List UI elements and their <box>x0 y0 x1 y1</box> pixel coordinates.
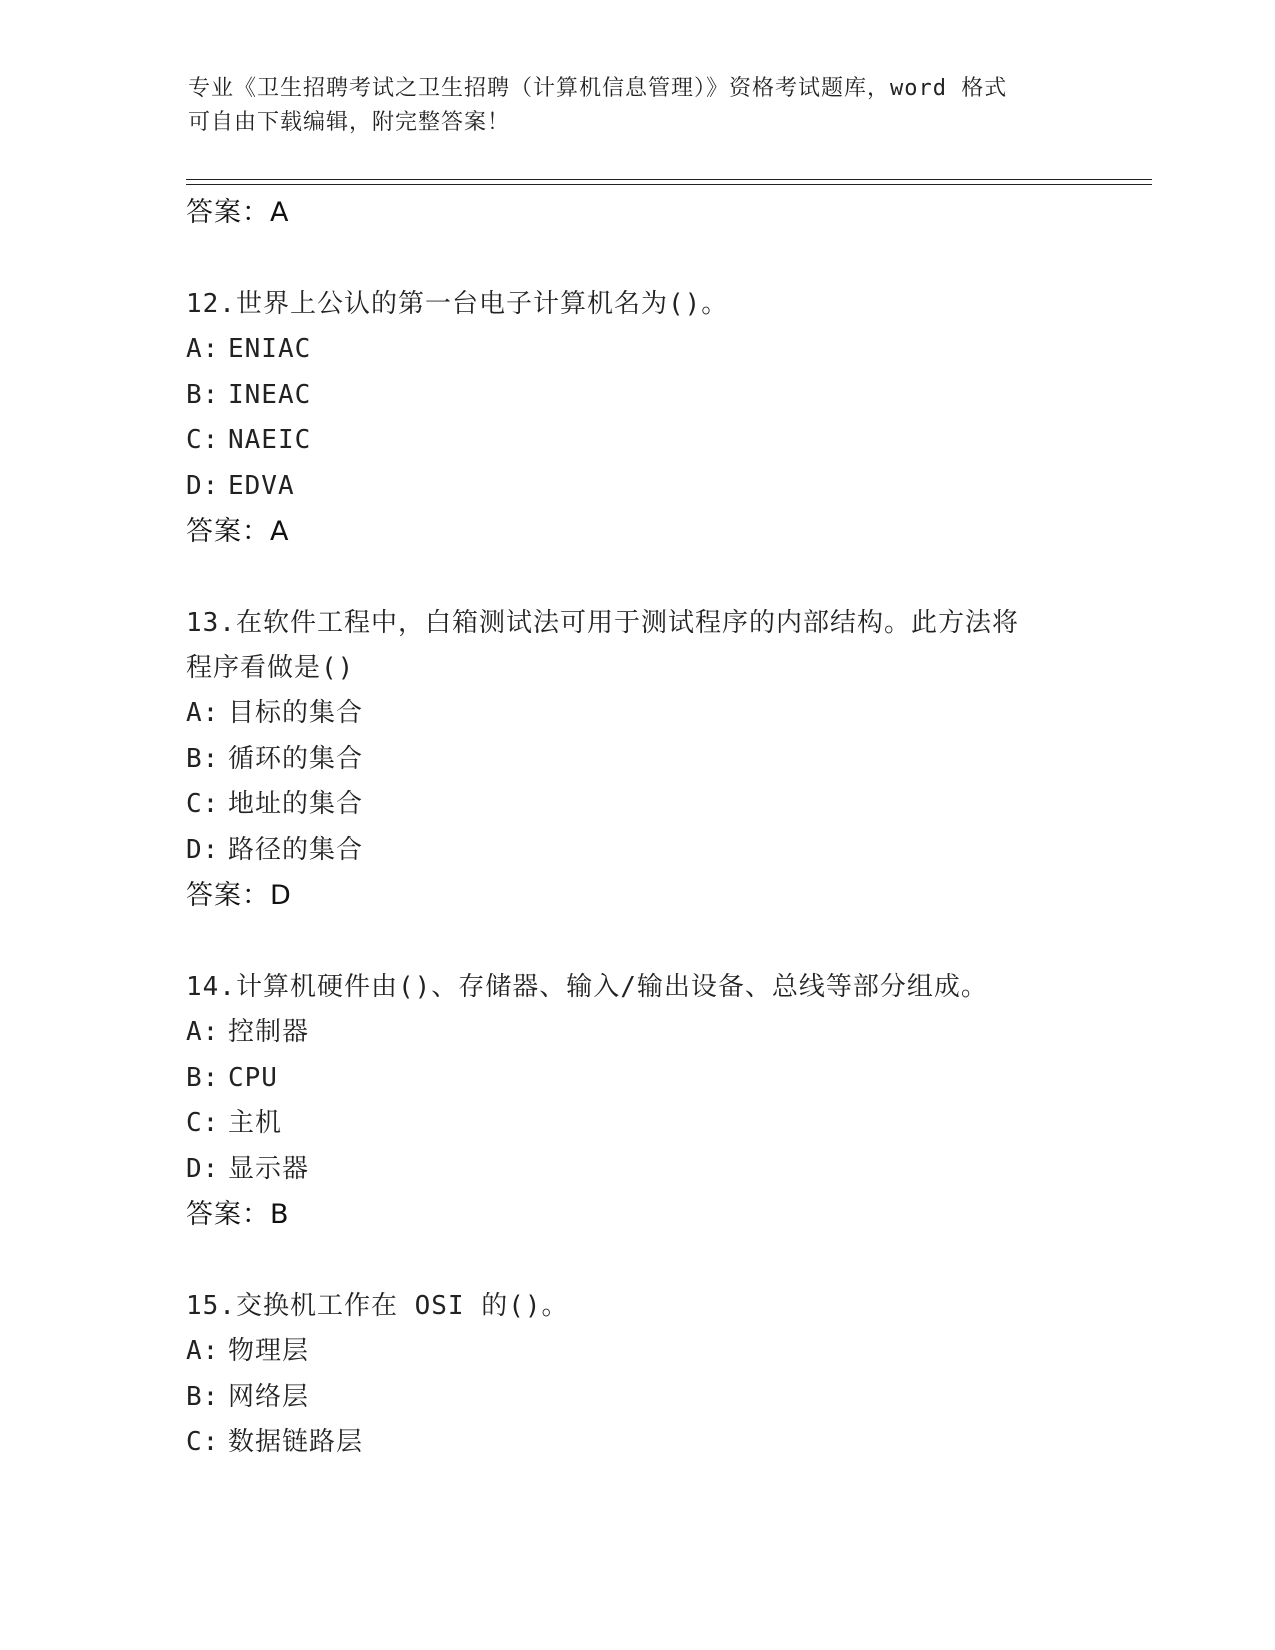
option-letter: A: <box>186 1017 220 1047</box>
document-header <box>188 72 1088 140</box>
option-letter: D: <box>186 470 220 501</box>
option-a <box>186 1010 1086 1056</box>
option-text: 数据链路层 <box>228 1427 364 1457</box>
option-b <box>186 1056 1086 1102</box>
option-text: CPU <box>228 1062 278 1093</box>
option-letter: B: <box>186 743 220 774</box>
question-text-line: 13.在软件工程中，白箱测试法可用于测试程序的内部结构。此方法将 <box>186 608 1019 638</box>
option-text: 路径的集合 <box>228 834 364 865</box>
question-text-line: 程序看做是() <box>186 653 355 683</box>
option-d <box>186 464 1086 510</box>
option-c <box>186 1420 1086 1466</box>
question-text: 12.世界上公认的第一台电子计算机名为()。 <box>186 289 729 319</box>
option-c <box>186 418 1086 464</box>
option-letter: D: <box>186 834 220 865</box>
option-b <box>186 1375 1086 1421</box>
option-text: NAEIC <box>228 425 312 455</box>
option-text: 网络层 <box>228 1381 310 1412</box>
option-text: 地址的集合 <box>228 789 364 819</box>
answer-line: 答案：A <box>186 516 290 547</box>
header-line-2: 可自由下载编辑，附完整答案！ <box>188 110 511 135</box>
header-rule-bottom <box>186 184 1152 185</box>
option-text: 循环的集合 <box>228 743 364 774</box>
option-b <box>186 737 1086 783</box>
question-list <box>186 190 1086 1466</box>
option-text: 显示器 <box>228 1153 310 1184</box>
option-text: 目标的集合 <box>228 698 364 728</box>
option-letter: D: <box>186 1153 220 1184</box>
option-text: ENIAC <box>228 334 312 364</box>
option-a <box>186 1329 1086 1375</box>
answer-line: 答案：D <box>186 880 292 911</box>
option-a <box>186 327 1086 373</box>
option-letter: B: <box>186 379 220 410</box>
option-text: 控制器 <box>228 1017 310 1047</box>
answer-line: 答案：A <box>186 197 290 228</box>
option-letter: C: <box>186 1427 220 1457</box>
option-c <box>186 1101 1086 1147</box>
option-text: 物理层 <box>228 1336 310 1366</box>
option-d <box>186 1147 1086 1193</box>
question-text: 14.计算机硬件由()、存储器、输入/输出设备、总线等部分组成。 <box>186 972 988 1002</box>
question-text <box>186 601 1086 691</box>
answer-line: 答案：B <box>186 1199 290 1230</box>
option-letter: B: <box>186 1062 220 1093</box>
option-text: 主机 <box>228 1108 283 1138</box>
option-letter: C: <box>186 425 220 455</box>
header-rule-top <box>186 179 1152 180</box>
option-c <box>186 782 1086 828</box>
option-text: INEAC <box>228 379 312 410</box>
option-letter: B: <box>186 1381 220 1412</box>
option-d <box>186 828 1086 874</box>
option-b <box>186 373 1086 419</box>
option-letter: C: <box>186 789 220 819</box>
option-a <box>186 691 1086 737</box>
option-letter: A: <box>186 334 220 364</box>
option-letter: A: <box>186 698 220 728</box>
option-text: EDVA <box>228 470 295 501</box>
header-line-1: 专业《卫生招聘考试之卫生招聘（计算机信息管理）》资格考试题库，word 格式 <box>188 76 1008 101</box>
option-letter: C: <box>186 1108 220 1138</box>
option-letter: A: <box>186 1336 220 1366</box>
question-text: 15.交换机工作在 OSI 的()。 <box>186 1291 569 1321</box>
